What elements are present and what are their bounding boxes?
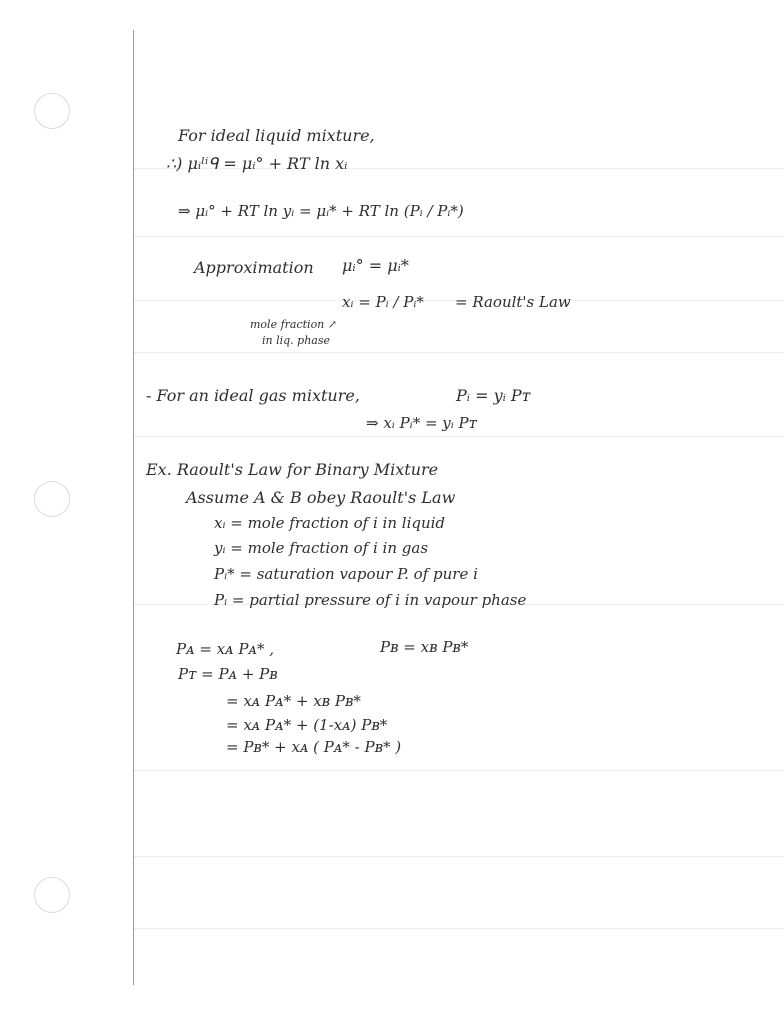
ruled-line: [134, 856, 784, 858]
note-line-ideal-liquid-mixture: For ideal liquid mixture,: [178, 126, 375, 145]
note-definition-y: yᵢ = mole fraction of i in gas: [214, 539, 429, 557]
ruled-line: [134, 352, 784, 354]
note-definition-partial-pressure: Pᵢ = partial pressure of i in vapour phase: [214, 591, 527, 609]
note-annotation-mole-fraction: mole fraction ↗: [250, 318, 337, 331]
note-line-raoult-ratio: xᵢ = Pᵢ / Pᵢ*: [342, 293, 424, 311]
note-equation-step-2: = xᴀ Pᴀ* + (1-xᴀ) Pʙ*: [226, 716, 388, 734]
note-equation-step-1: = xᴀ Pᴀ* + xʙ Pʙ*: [226, 692, 361, 710]
note-definition-saturation-pressure: Pᵢ* = saturation vapour P. of pure i: [214, 565, 478, 583]
note-line-approximation-equation: μᵢ° = μᵢ*: [342, 256, 409, 275]
note-annotation-liquid-phase: in liq. phase: [262, 334, 331, 347]
binder-hole-top: [34, 93, 70, 129]
note-line-approximation-label: Approximation: [194, 258, 314, 277]
note-line-assumption: Assume A & B obey Raoult's Law: [186, 488, 456, 507]
margin-line: [133, 30, 134, 985]
note-equation-total-pressure: Pᴛ = Pᴀ + Pʙ: [178, 665, 278, 683]
ruled-line: [134, 770, 784, 772]
note-equation-pa: Pᴀ = xᴀ Pᴀ* ,: [176, 640, 274, 658]
note-line-dalton-equation: Pᵢ = yᵢ Pᴛ: [456, 386, 531, 405]
ruled-line: [134, 928, 784, 930]
note-line-raoult-relation: ⇒ xᵢ Pᵢ* = yᵢ Pᴛ: [366, 414, 477, 432]
note-line-chemical-potential-liquid: ∴) μᵢˡⁱᑫ = μᵢ° + RT ln xᵢ: [166, 154, 348, 173]
note-equation-pb: Pʙ = xʙ Pʙ*: [380, 638, 469, 656]
ruled-line: [134, 236, 784, 238]
note-line-raoult-law-label: = Raoult's Law: [455, 293, 571, 311]
note-line-example-heading: Ex. Raoult's Law for Binary Mixture: [146, 460, 439, 479]
binder-hole-middle: [34, 481, 70, 517]
note-line-equilibrium-equation: ⇒ μᵢ° + RT ln yᵢ = μᵢ* + RT ln (Pᵢ / Pᵢ*): [178, 202, 464, 220]
note-equation-step-3: = Pʙ* + xᴀ ( Pᴀ* - Pʙ* ): [226, 738, 402, 756]
note-line-ideal-gas-mixture: - For an ideal gas mixture,: [146, 386, 360, 405]
binder-hole-bottom: [34, 877, 70, 913]
note-definition-x: xᵢ = mole fraction of i in liquid: [214, 514, 446, 532]
ruled-line: [134, 436, 784, 438]
